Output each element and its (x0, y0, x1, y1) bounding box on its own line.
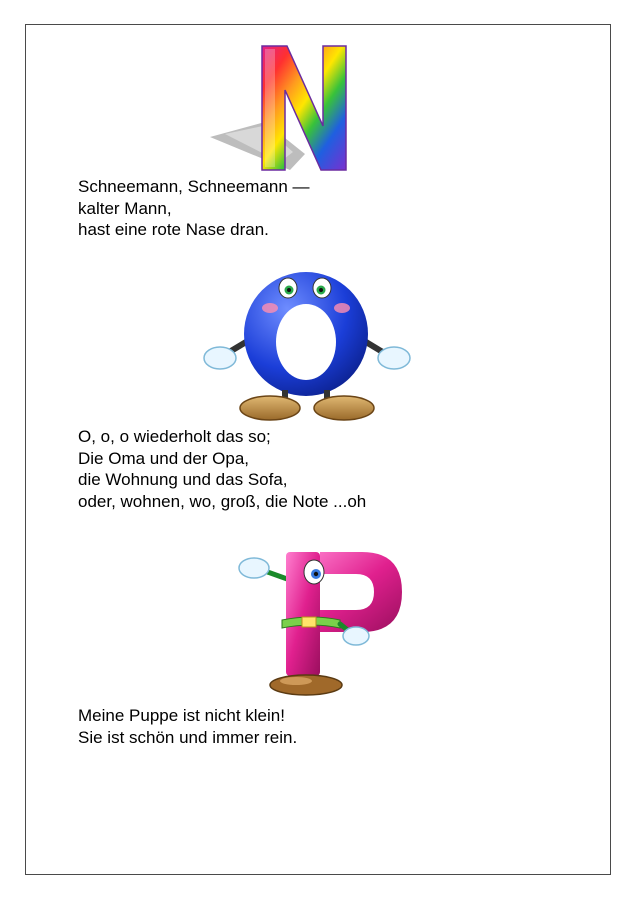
poem-n (78, 176, 310, 241)
rainbow-letter-n-illustration (205, 42, 355, 174)
cartoon-letter-o-illustration (198, 262, 418, 422)
poem-line: kalter Mann, (78, 198, 172, 218)
cartoon-letter-p-illustration (232, 540, 412, 698)
poem-line: oder, wohnen, wo, groß, die Note ...oh (78, 491, 367, 511)
poem-line: die Wohnung und das Sofa, (78, 470, 288, 489)
poem-line: O, o, o wiederholt das so; (78, 427, 271, 446)
poem-line: hast eine rote Nase dran. (78, 220, 269, 239)
poem-line: Schneemann, Schneemann — (78, 177, 310, 196)
poem-o (78, 426, 366, 512)
poem-p (78, 705, 297, 748)
poem-line: Sie ist schön und immer rein. (78, 727, 298, 747)
poem-line: Die Oma und der Opa, (78, 448, 250, 468)
poem-line: Meine Puppe ist nicht klein! (78, 706, 285, 725)
